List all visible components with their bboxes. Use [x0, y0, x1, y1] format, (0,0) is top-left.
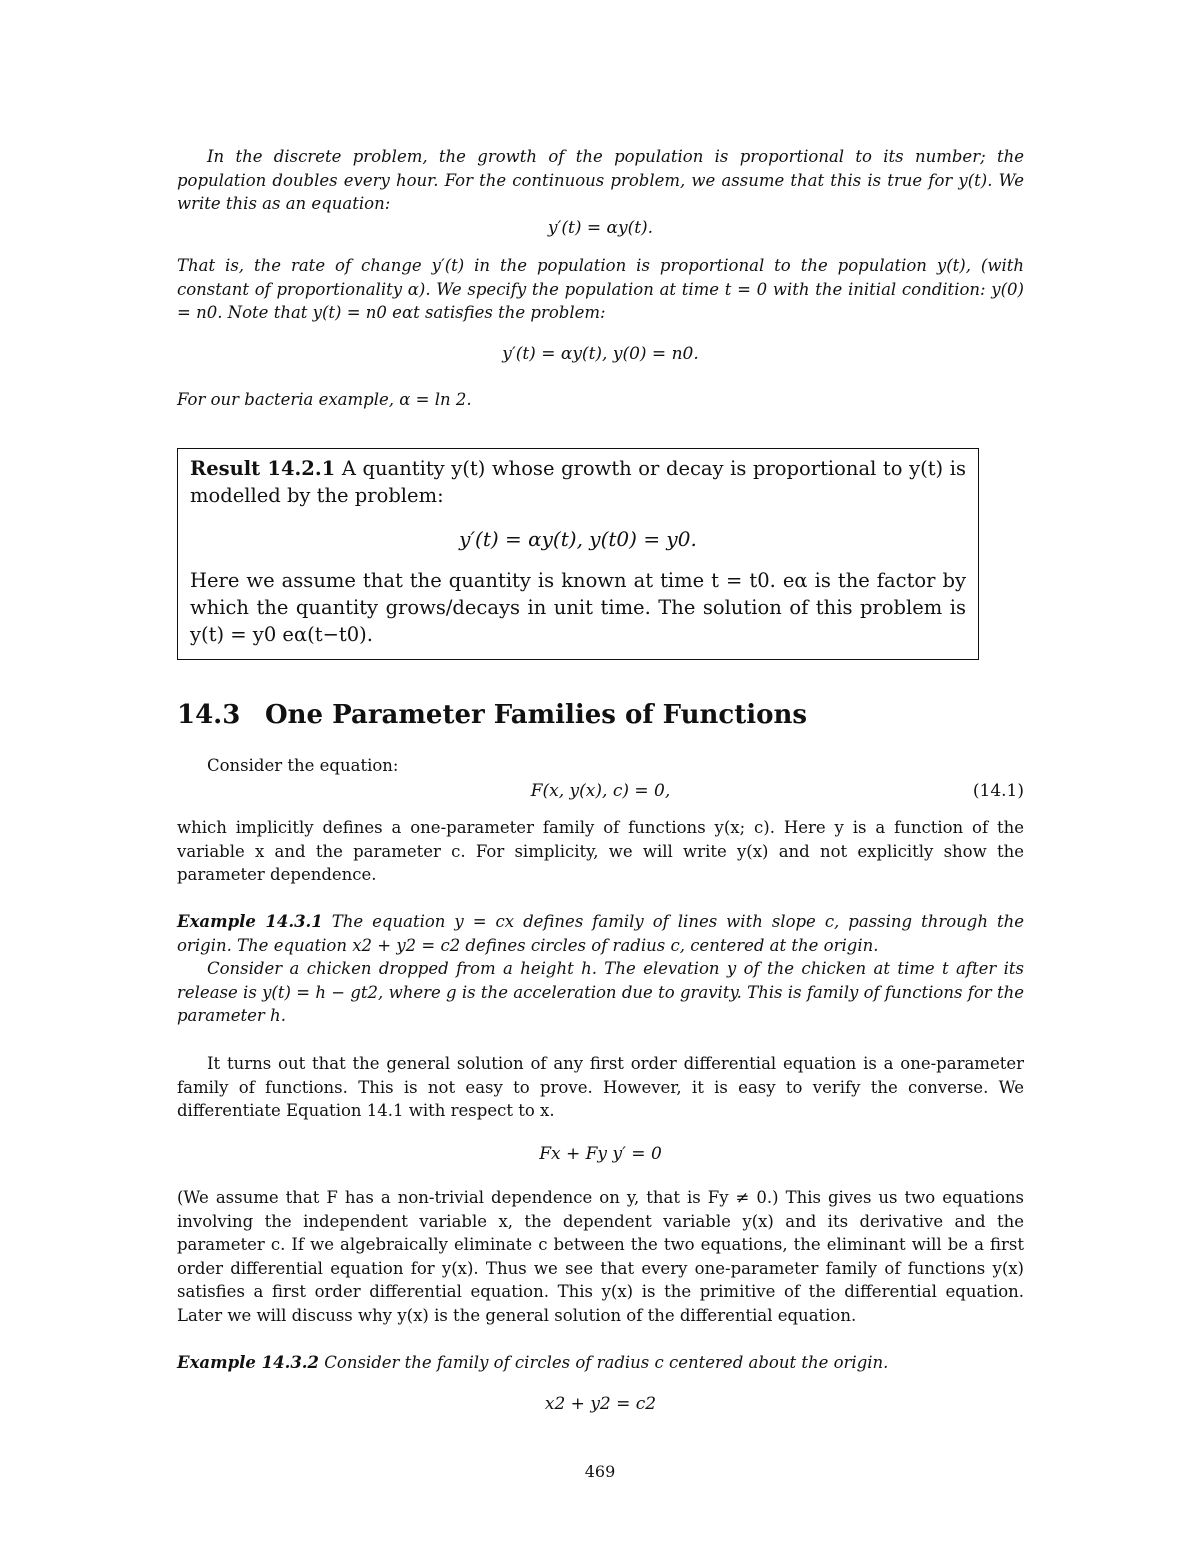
section-number: 14.3 [177, 700, 241, 730]
result-text-2: Here we assume that the quantity is known at time t = t0. eα is the factor by which the quantity grows/decays in unit time. The solution of this problem is y(t) = y0 eα(t−t0). [190, 569, 966, 646]
paragraph-implicit-family: which implicitly defines a one-parameter family of functions y(x; c). Here y is a function of the variable x and the parameter c. For simplicity, we will write y(x) and not explicitly show the parameter dependence. [177, 818, 1024, 884]
equation-14-1 [177, 781, 1024, 801]
page-number: 469 [584, 1462, 616, 1481]
paragraph-general-solution: It turns out that the general solution of any first order differential equation is a one-parameter family of functions. This is not easy to prove. However, it is easy to verify the converse. We differentiate Equation 14.1 with respect to x. [177, 1054, 1024, 1120]
equation-circles: x2 + y2 = c2 [544, 1394, 657, 1414]
example-14-3-2-body: Consider the family of circles of radius c centered about the origin. [324, 1353, 889, 1372]
paragraph-bacteria-example: For our bacteria example, α = ln 2. [177, 390, 472, 409]
result-equation: y′(t) = αy(t), y(t0) = y0. [459, 527, 697, 551]
equation-14-1-body: F(x, y(x), c) = 0, [530, 781, 671, 801]
equation-number: (14.1) [972, 781, 1024, 801]
equation-differentiated: Fx + Fy y′ = 0 [539, 1144, 662, 1164]
example-14-3-1-body: The equation y = cx defines family of lines with slope c, passing through the origin. The equation x2 + y2 = c2 defines circles of radius c, centered at the origin. [177, 912, 1024, 955]
example-14-3-1-text [177, 910, 1024, 957]
paragraph-eliminant: (We assume that F has a non-trivial dependence on y, that is Fy ≠ 0.) This gives us two equations involving the independent variable x, the dependent variable y(x) and its derivative and the parameter c. If we algebraically eliminate c between the two equations, the eliminant will be a first order differential equation for y(x). Thus we see that every one-parameter family of functions y(x) satisfies a first order differential equation. This y(x) is the primitive of the differential equation. Later we will discuss why y(x) is the general solution of the differential equation. [177, 1188, 1024, 1325]
example-14-3-1 [177, 910, 1024, 1028]
result-text-1 [190, 455, 966, 509]
result-intro: A quantity y(t) whose growth or decay is proportional to y(t) is modelled by the problem: [190, 457, 966, 507]
equation-initial-value-problem: y′(t) = αy(t), y(0) = n0. [502, 344, 699, 364]
result-heading: Result 14.2.1 [190, 457, 336, 480]
example-14-3-2 [177, 1351, 1024, 1375]
example-14-3-2-text [177, 1351, 1024, 1375]
paragraph-rate-of-change: That is, the rate of change y′(t) in the population is proportional to the population y(t), (with constant of proportionality α). We specify the population at time t = 0 with the initial condition: y(0) = n0. Note that y(t) = n0 eαt satisfies the problem: [177, 256, 1024, 322]
section-title: One Parameter Families of Functions [265, 700, 807, 730]
example-14-3-1-heading: Example 14.3.1 [177, 912, 323, 931]
section-heading [177, 700, 807, 730]
equation-growth: y′(t) = αy(t). [547, 218, 654, 238]
paragraph-consider-equation: Consider the equation: [207, 756, 399, 775]
paragraph-discrete-problem: In the discrete problem, the growth of the population is proportional to its number; the population doubles every hour. For the continuous problem, we assume that this is true for y(t). We write this as an equation: [177, 147, 1024, 213]
example-14-3-1-chicken: Consider a chicken dropped from a height h. The elevation y of the chicken at time t after its release is y(t) = h − gt2, where g is the acceleration due to gravity. This is family of functions for the parameter h. [177, 959, 1024, 1025]
result-box [177, 448, 979, 660]
example-14-3-2-heading: Example 14.3.2 [177, 1353, 320, 1372]
